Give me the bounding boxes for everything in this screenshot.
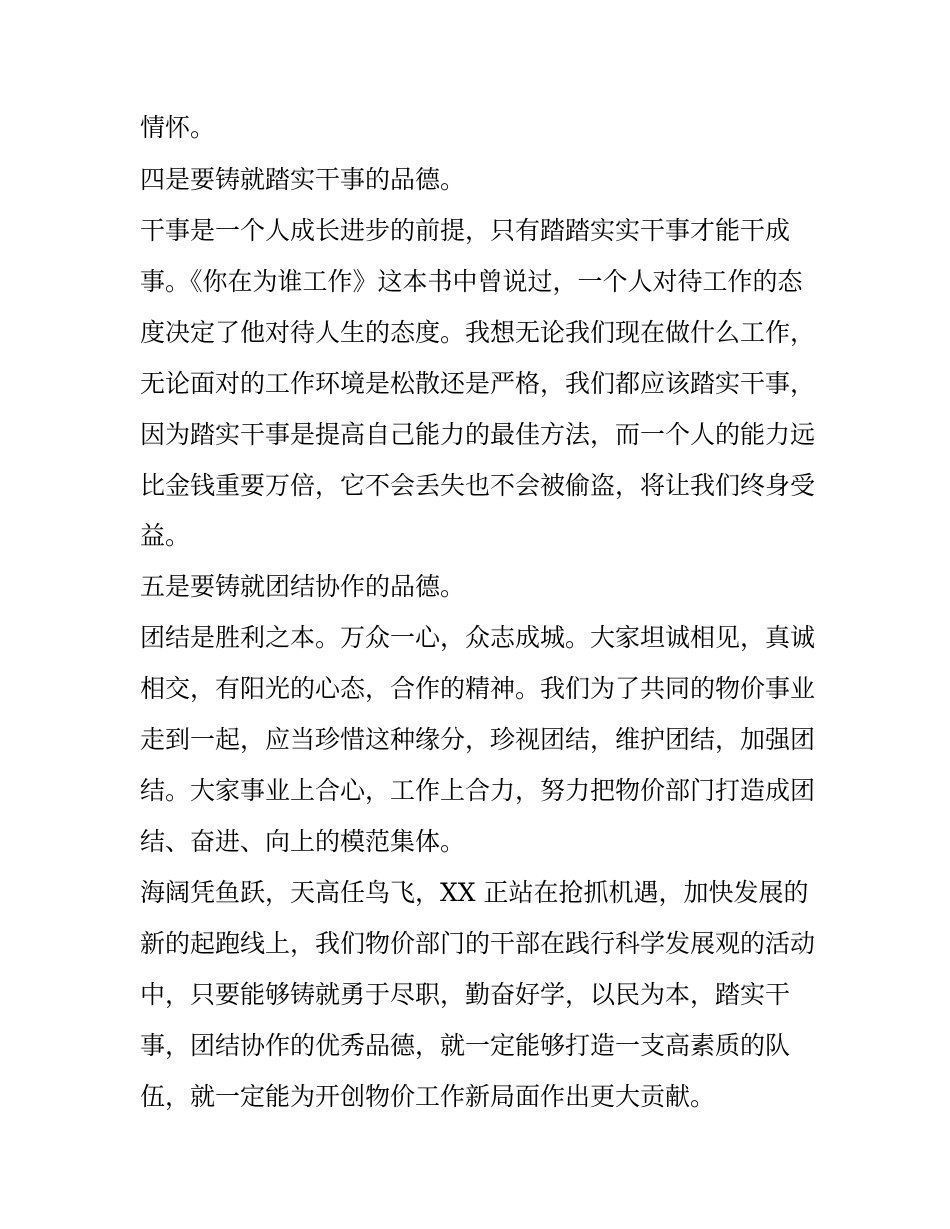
text-line: 结、奋进、向上的模范集体。	[140, 827, 466, 856]
text-line: 中，只要能够铸就勇于尽职，勤奋好学，以民为本，踏实干	[140, 980, 791, 1009]
text-line: 团结是胜利之本。万众一心，众志成城。大家坦诚相见，真诚	[140, 623, 816, 652]
text-line: 结。大家事业上合心，工作上合力，努力把物价部门打造成团	[140, 776, 816, 805]
text-line: 事。《你在为谁工作》这本书中曾说过，一个人对待工作的态	[140, 267, 803, 296]
text-line: 相交，有阳光的心态，合作的精神。我们为了共同的物价事业	[140, 674, 816, 703]
text-line: 伍，就一定能为开创物价工作新局面作出更大贡献。	[140, 1082, 716, 1111]
text-line: 干事是一个人成长进步的前提，只有踏踏实实干事才能干成	[140, 216, 791, 245]
text-line: 新的起跑线上，我们物价部门的干部在践行科学发展观的活动	[140, 929, 816, 958]
text-line: 事，团结协作的优秀品德，就一定能够打造一支高素质的队	[140, 1031, 791, 1060]
section-heading: 五是要铸就团结协作的品德。	[140, 572, 466, 601]
text-line: 情怀。	[140, 113, 216, 142]
text-line: 因为踏实干事是提高自己能力的最佳方法，而一个人的能力远	[140, 420, 816, 449]
text-line: 度决定了他对待人生的态度。我想无论我们现在做什么工作，	[140, 318, 816, 347]
section-heading: 四是要铸就踏实干事的品德。	[140, 165, 466, 194]
text-line: 无论面对的工作环境是松散还是严格，我们都应该踏实干事，	[140, 369, 816, 398]
text-line: 益。	[140, 521, 191, 550]
text-line: 海阔凭鱼跃，天高任鸟飞，XX 正站在抢抓机遇，加快发展的	[140, 878, 809, 907]
text-line: 走到一起，应当珍惜这种缘分，珍视团结，维护团结，加强团	[140, 725, 816, 754]
text-line: 比金钱重要万倍，它不会丢失也不会被偷盗，将让我们终身受	[140, 471, 816, 500]
